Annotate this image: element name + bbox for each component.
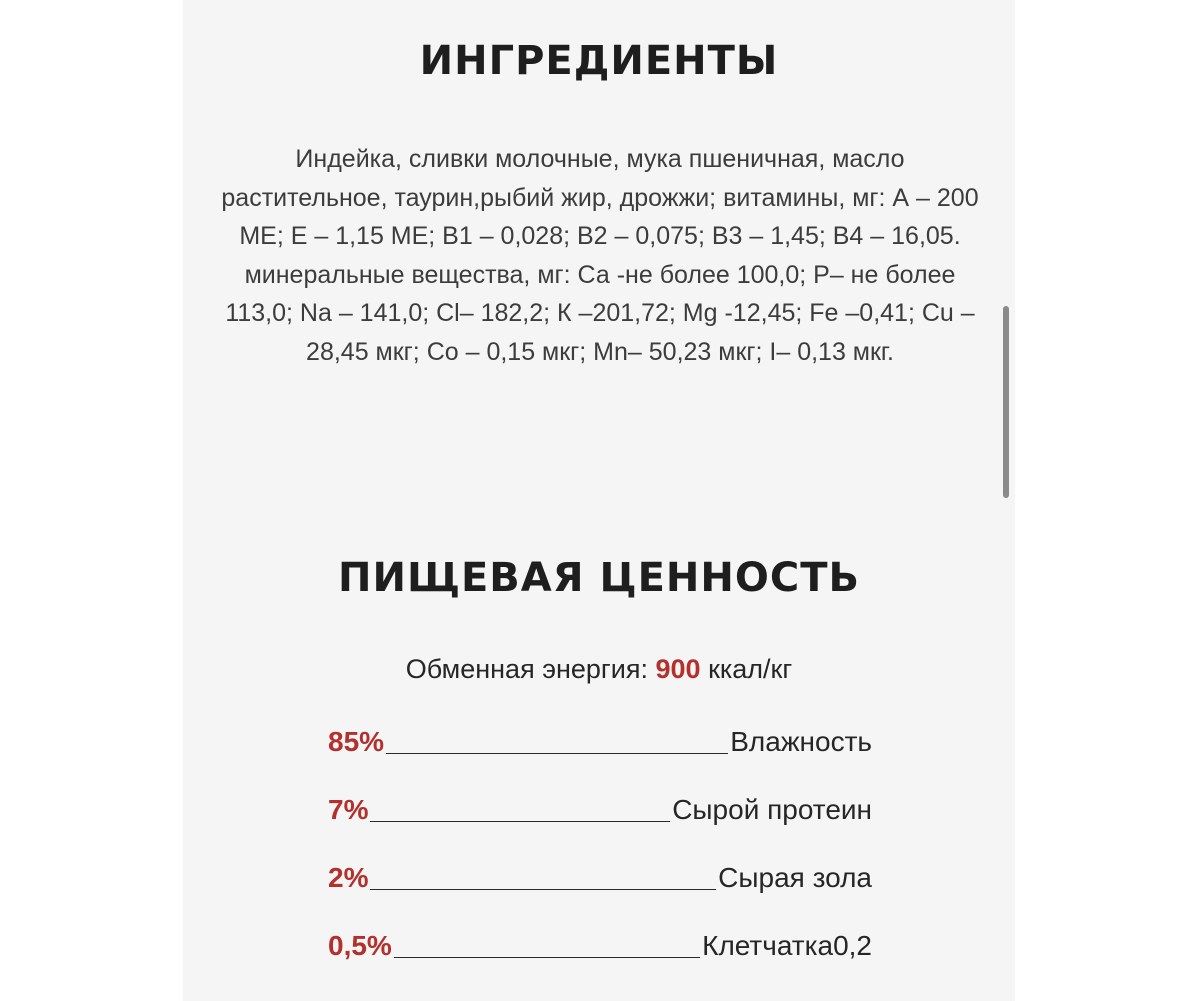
nutrient-label: Клетчатка0,2 (702, 930, 872, 961)
nutrient-label: Сырой протеин (672, 794, 872, 825)
energy-line (183, 654, 1015, 685)
energy-unit: ккал/кг (708, 654, 793, 684)
nutrient-row-fiber (328, 930, 872, 962)
scrollbar-thumb[interactable] (1003, 306, 1009, 498)
nutrient-percent: 0,5% (328, 930, 392, 961)
energy-label: Обменная энергия: (405, 654, 648, 684)
nutrition-heading: ПИЩЕВАЯ ЦЕННОСТЬ (338, 555, 860, 601)
nutrient-label: Сырая зола (718, 862, 872, 893)
nutrient-row-protein (328, 794, 872, 826)
nutrient-percent: 7% (328, 794, 369, 825)
nutrient-row-moisture (328, 726, 872, 758)
nutrient-row-ash (328, 862, 872, 894)
leader-line (394, 956, 700, 958)
leader-line (370, 820, 670, 822)
nutrient-label: Влажность (730, 726, 872, 757)
leader-line (386, 752, 728, 754)
nutrient-percent: 85% (328, 726, 385, 757)
leader-line (370, 888, 716, 890)
nutrient-percent: 2% (328, 862, 369, 893)
ingredients-text: Индейка, сливки молочные, мука пшеничная, масло растительное, таурин,рыбий жир, дрожжи; витамины, мг: А – 200 МЕ; Е – 1,15 МЕ; В1 – 0,028; В2 – 0,075; В3 – 1,45; В4 – 16,05. минеральные вещества, мг: Са -не более 100,0; Р– не более 113,0; Na – 141,0; Cl– 182,2; К –201,72; Mg -12,45; Fe –0,41; Cu – 28,45 мкг; Со – 0,15 мкг; Mn– 50,23 мкг; I– 0,13 мкг. (221, 145, 979, 366)
ingredients-heading: ИНГРЕДИЕНТЫ (419, 38, 779, 84)
energy-value: 900 (655, 654, 701, 684)
